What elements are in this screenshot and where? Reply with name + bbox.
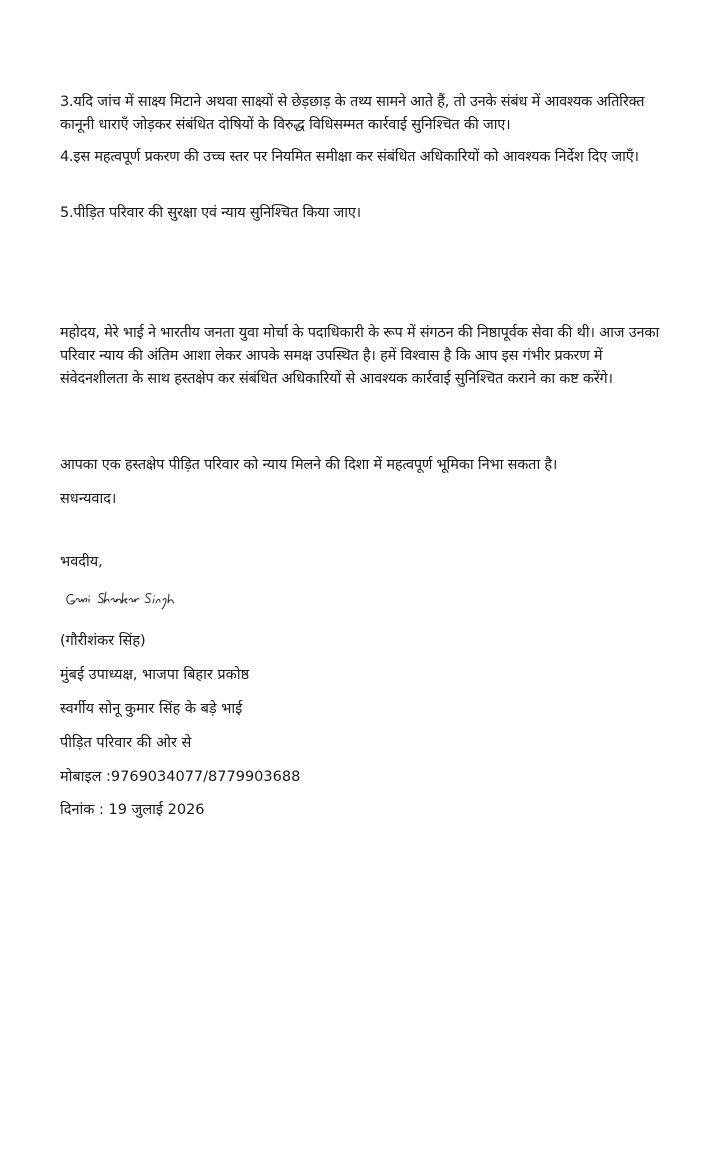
demand-point-3: 4.इस महत्वपूर्ण प्रकरण की उच्च स्तर पर नियमित समीक्षा कर संबंधित अधिकारियों को आवश्यक निर्देश दिए जाएँ। — [60, 149, 639, 165]
demand-point-4: 5.पीड़ित परिवार की सुरक्षा एवं न्याय सुनिश्चित किया जाए। — [60, 205, 361, 221]
mobile-number: मोबाइल :9769034077/8779903688 — [60, 769, 301, 785]
appeal-paragraph: महोदय, मेरे भाई ने भारतीय जनता युवा मोर्चा के पदाधिकारी के रूप में संगठन की निष्ठापूर्वक सेवा की थी। आज उनका परिवार न्याय की अंतिम आशा लेकर आपके समक्ष उपस्थित है। हमें विश्वास है कि आप इस गंभीर प्रकरण में संवेदनशीलता के साथ हस्तक्षेप कर संबंधित अधिकारियों से आवश्यक कार्रवाई सुनिश्चित कराने का कष्ट करेंगे। — [60, 325, 660, 387]
handwritten-signature — [64, 588, 224, 612]
impact-line: आपका एक हस्तक्षेप पीड़ित परिवार को न्याय मिलने की दिशा में महत्वपूर्ण भूमिका निभा सकता है। — [60, 457, 558, 473]
demand-point-2: 3.यदि जांच में साक्ष्य मिटाने अथवा साक्ष्यों से छेड़छाड़ के तथ्य सामने आते हैं, तो उनके संबंध में आवश्यक अतिरिक्त कानूनी धाराएँ जोड़कर संबंधित दोषियों के विरुद्ध विधिसम्मत कार्रवाई सुनिश्चित की जाए। — [60, 94, 645, 133]
on-behalf-line: पीड़ित परिवार की ओर से — [60, 735, 192, 751]
closing-salutation: भवदीय, — [60, 554, 103, 570]
letter-date: दिनांक : 19 जुलाई 2026 — [60, 802, 205, 818]
signatory-relation: स्वर्गीय सोनू कुमार सिंह के बड़े भाई — [60, 701, 243, 717]
signatory-name: (गौरीशंकर सिंह) — [60, 633, 146, 649]
signatory-designation: मुंबई उपाध्यक्ष, भाजपा बिहार प्रकोष्ठ — [60, 667, 250, 683]
thanks-line: सधन्यवाद। — [60, 491, 117, 507]
